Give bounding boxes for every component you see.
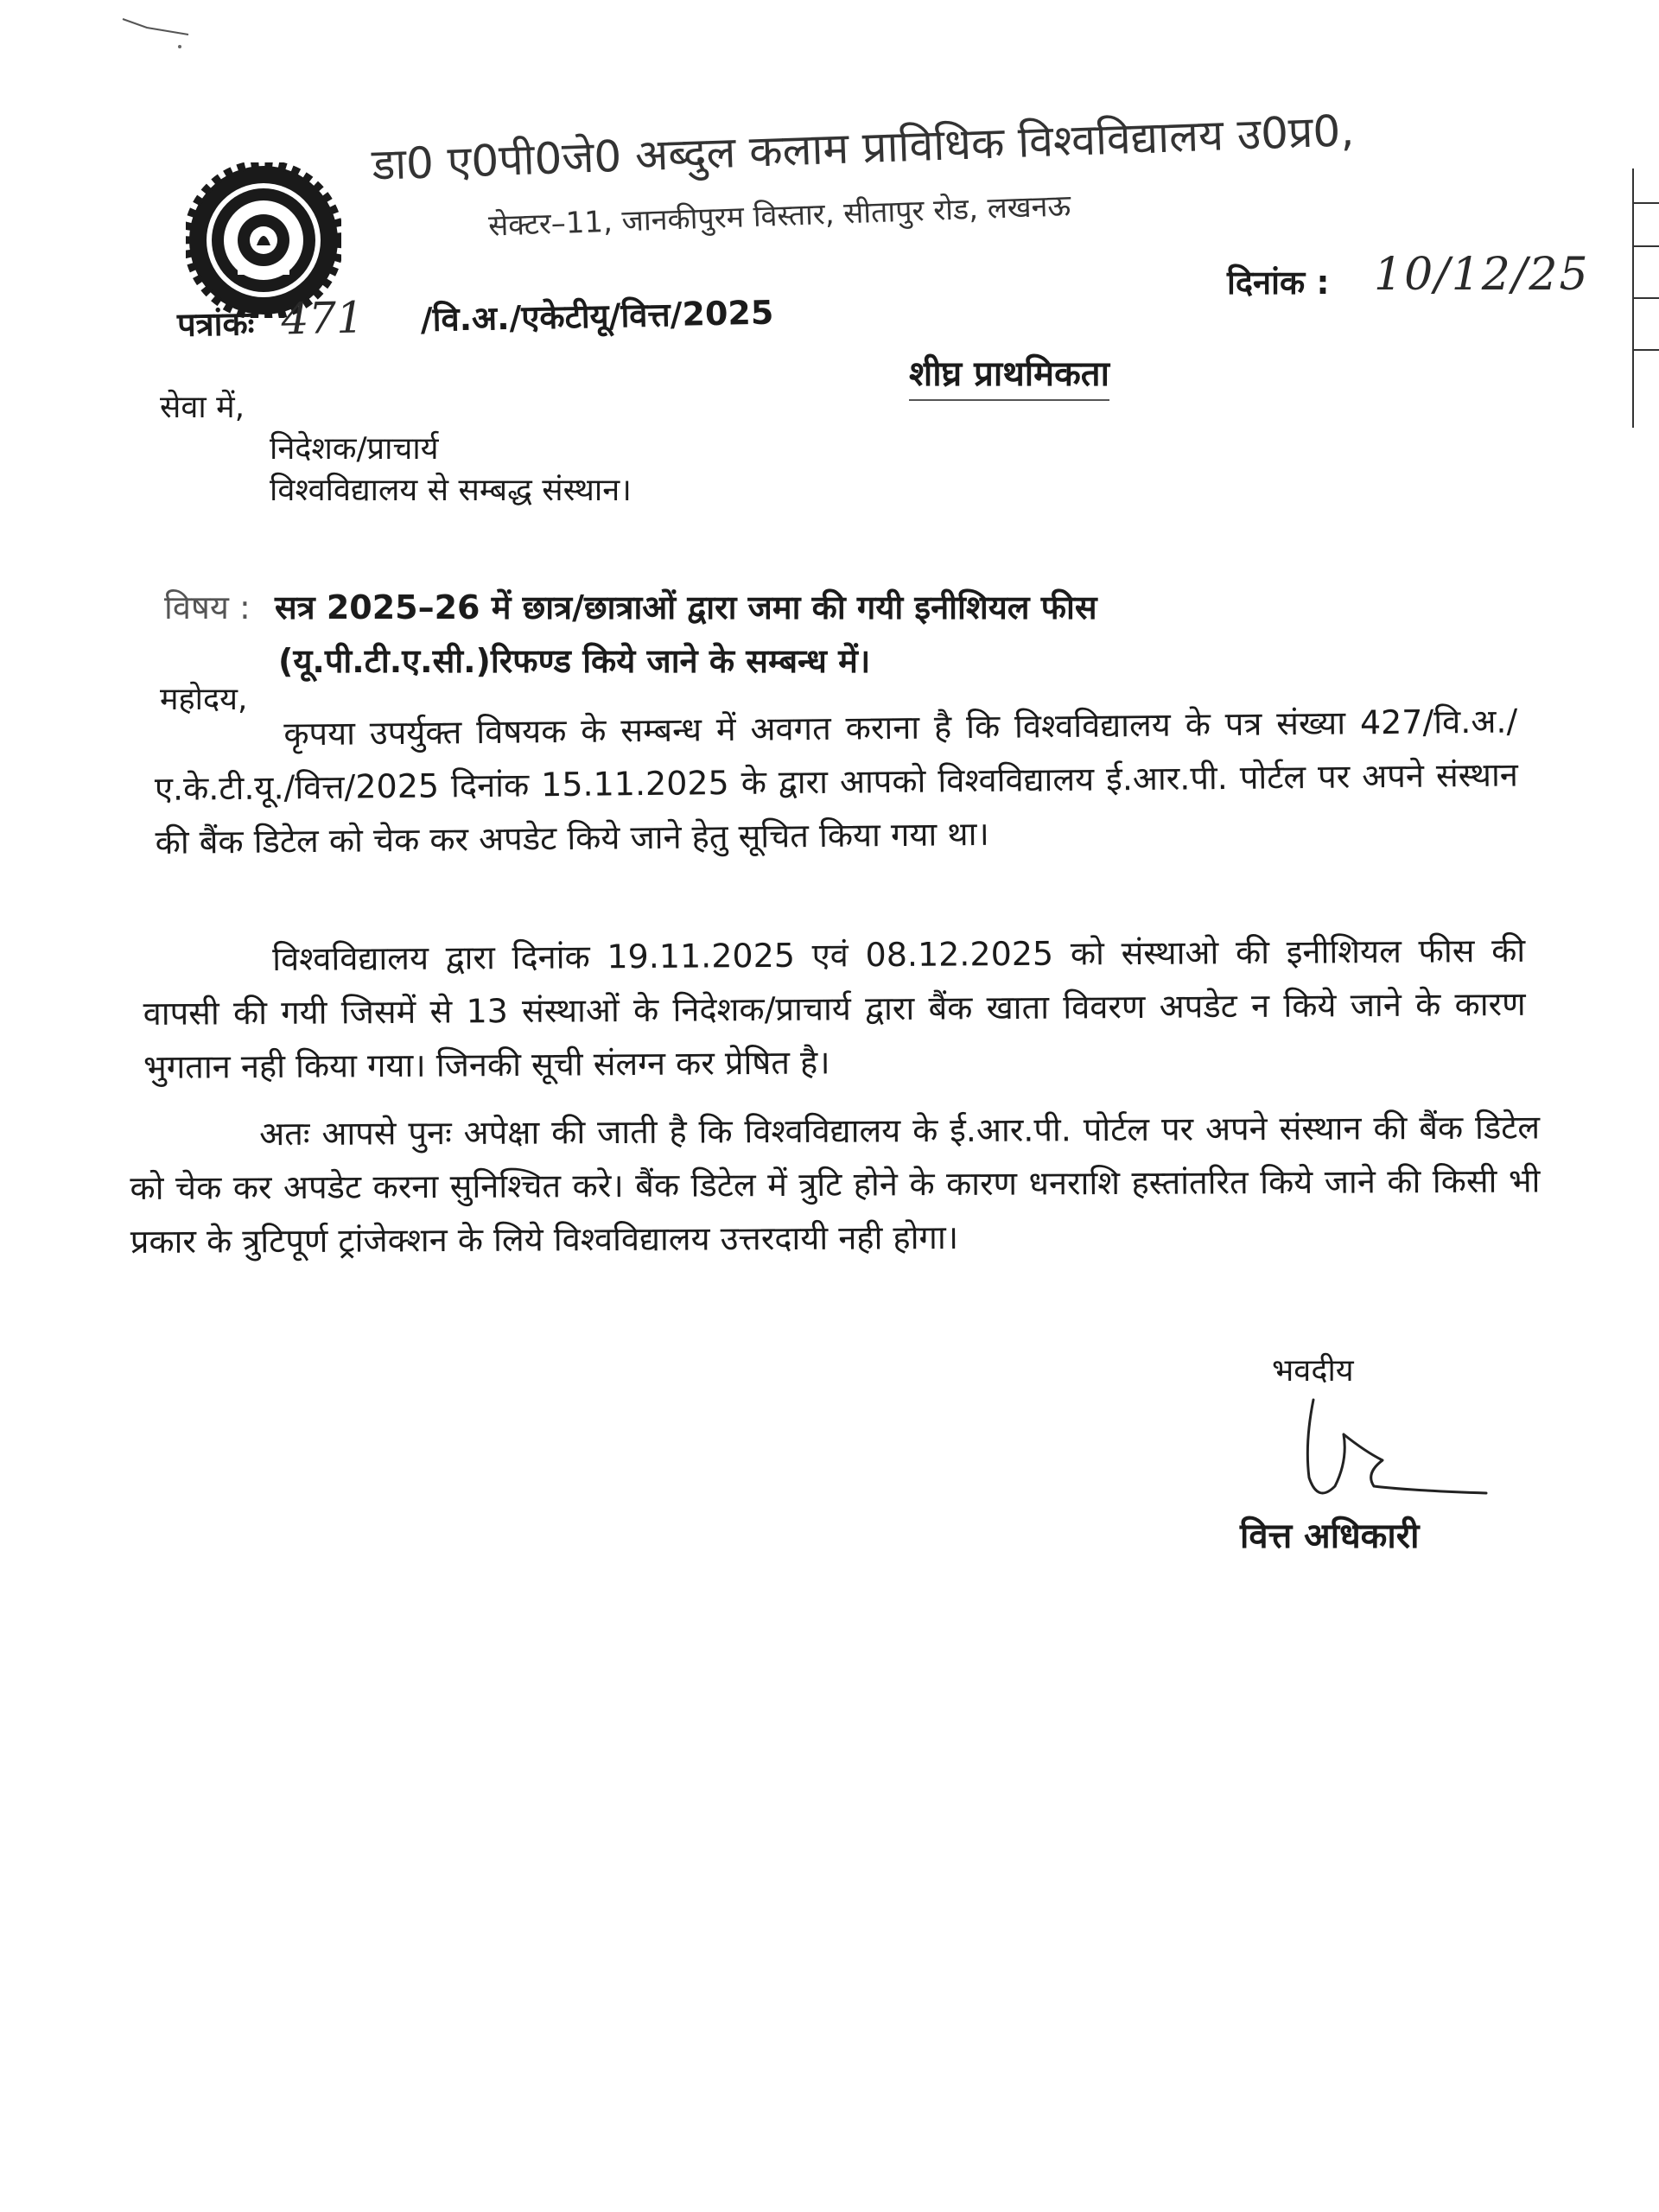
- date-label: दिनांक :: [1227, 264, 1330, 302]
- signatory-designation: वित्त अधिकारी: [1240, 1516, 1420, 1556]
- subject-line-2: (यू.पी.टी.ए.सी.)रिफण्ड किये जाने के सम्बन्ध में।: [278, 642, 871, 680]
- body-paragraph-1: कृपया उपर्युक्त विषयक के सम्बन्ध में अवगत कराना है कि विश्वविद्यालय के पत्र संख्या 427/वि.अ./ए.के.टी.यू./वित्त/2025 दिनांक 15.11.2025 के द्वारा आपको विश्वविद्यालय ई.आर.पी. पोर्टल पर अपने संस्थान की बैंक डिटेल को चेक कर अपडेट किये जाने हेतु सूचित किया गया था।: [154, 702, 1519, 861]
- scan-mark: [121, 16, 190, 50]
- recipient-to: सेवा में,: [160, 390, 245, 425]
- body-paragraph-3: अतः आपसे पुनः अपेक्षा की जाती है कि विश्वविद्यालय के ई.आर.पी. पोर्टल पर अपने संस्थान की बैंक डिटेल को चेक कर अपडेट करना सुनिश्चित करे। बैंक डिटेल में त्रुटि होने के कारण धनराशि हस्तांतरित किये जाने की किसी भी प्रकार के त्रुटिपूर्ण ट्रांजेक्शन के लिये विश्वविद्यालय उत्तरदायी नही होगा।: [130, 1108, 1541, 1261]
- recipient-institution: विश्वविद्यालय से सम्बद्ध संस्थान।: [270, 473, 632, 508]
- reference-number: 471: [280, 292, 365, 345]
- reference-label: पत्रांकः: [176, 304, 255, 344]
- closing: भवदीय: [1272, 1353, 1354, 1389]
- reference-suffix: /वि.अ./एकेटीयू/वित्त/2025: [420, 293, 774, 340]
- date-value: 10/12/25: [1374, 249, 1590, 301]
- salutation: महोदय,: [160, 682, 248, 717]
- page-edge-marks: [1624, 168, 1659, 428]
- priority-note: शीघ्र प्राथमिकता: [909, 348, 1109, 401]
- handwritten-signature: [1287, 1382, 1503, 1512]
- subject-block: [164, 581, 1478, 688]
- university-name: डा0 ए0पी0जे0 अब्दुल कलाम प्राविधिक विश्वविद्यालय उ0प्र0,: [371, 105, 1356, 190]
- university-address: सेक्टर–11, जानकीपुरम विस्तार, सीतापुर रोड, लखनऊ: [487, 188, 1071, 244]
- subject-label: विषय :: [164, 588, 251, 626]
- body-paragraph-2: विश्वविद्यालय द्वारा दिनांक 19.11.2025 एवं 08.12.2025 को संस्थाओ की इनीशियल फीस की वापसी की गयी जिसमें से 13 संस्थाओं के निदेशक/प्राचार्य द्वारा बैंक खाता विवरण अपडेट न किये जाने के कारण भुगतान नही किया गया। जिनकी सूची संलग्न कर प्रेषित है।: [143, 931, 1526, 1086]
- recipient-designation: निदेशक/प्राचार्य: [270, 431, 439, 467]
- subject-line-1: सत्र 2025–26 में छात्र/छात्राओं द्वारा जमा की गयी इनीशियल फीस: [274, 588, 1097, 626]
